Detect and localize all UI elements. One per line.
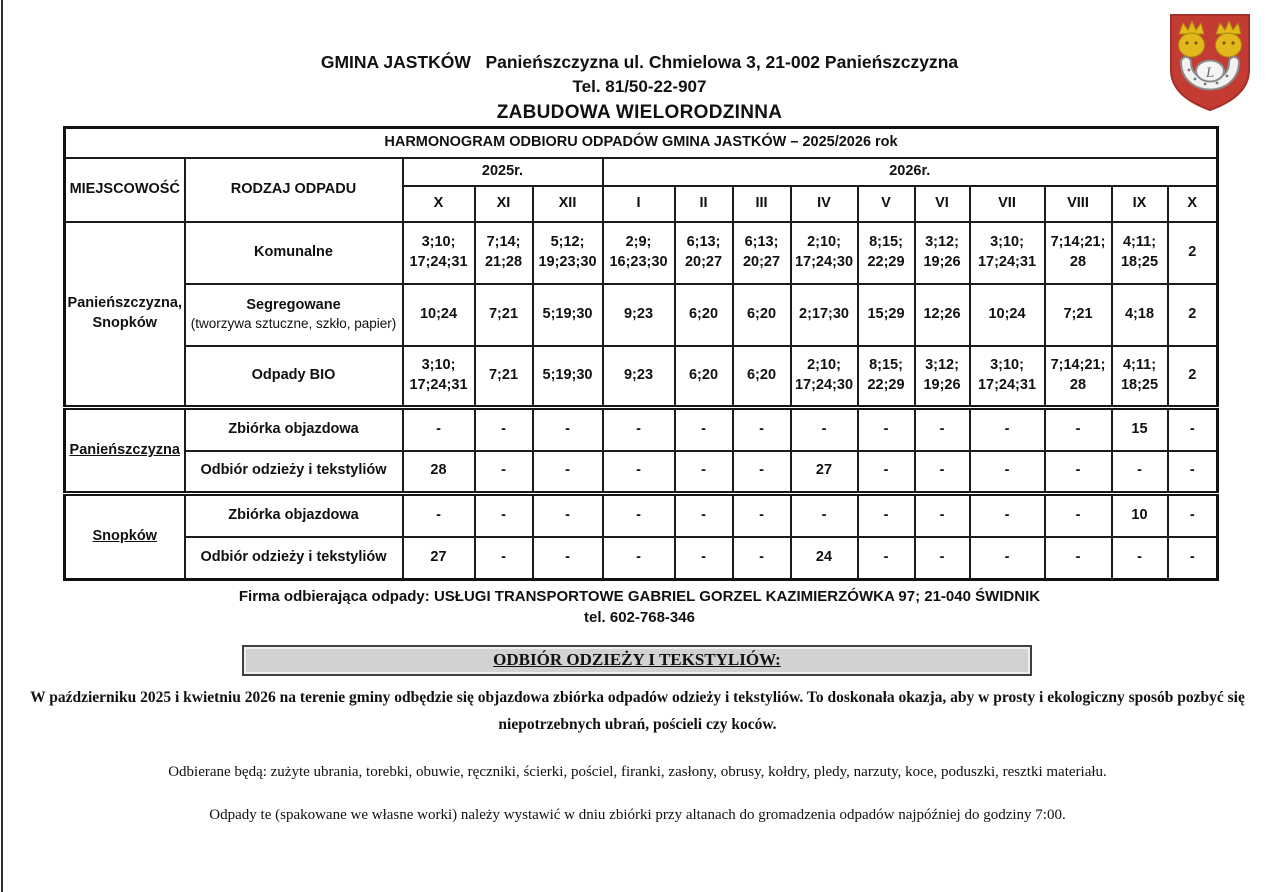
waste-type-cell: Komunalne — [185, 222, 403, 284]
schedule-cell: 6;20 — [733, 346, 791, 408]
schedule-cell: - — [475, 408, 533, 451]
leopard-head-left-icon — [1179, 33, 1205, 57]
coat-of-arms — [1167, 12, 1253, 114]
schedule-cell: 7;21 — [475, 284, 533, 346]
schedule-cell: 6;20 — [733, 284, 791, 346]
month-header: VIII — [1045, 186, 1112, 222]
horseshoe-nail-icon — [1188, 69, 1191, 72]
locality-cell: Panieńszczyzna — [65, 408, 185, 494]
schedule-cell: 4;11; 18;25 — [1112, 346, 1168, 408]
month-header: III — [733, 186, 791, 222]
schedule-cell: - — [533, 494, 603, 537]
schedule-cell: 6;20 — [675, 346, 733, 408]
schedule-cell: - — [858, 451, 915, 494]
textiles-info-paragraph: W październiku 2025 i kwietniu 2026 na terenie gminy odbędzie się objazdowa zbiórka odpadów odzieży i tekstyliów. To doskonała okazja, aby w prosty i ekologiczny sposób pozbyć się niepotrzebnych ubrań, pościeli czy koców. — [30, 689, 1245, 733]
schedule-cell: - — [533, 537, 603, 580]
header-building-type: ZABUDOWA WIELORODZINNA — [496, 102, 783, 123]
schedule-cell: - — [970, 408, 1045, 451]
schedule-cell: - — [733, 451, 791, 494]
schedule-cell: - — [403, 408, 475, 451]
schedule-cell: - — [915, 451, 970, 494]
schedule-cell: 2 — [1168, 284, 1218, 346]
schedule-table — [63, 126, 1219, 581]
horseshoe-nail-icon — [1226, 75, 1229, 78]
schedule-cell: - — [1045, 494, 1112, 537]
schedule-cell: 3;10; 17;24;31 — [403, 346, 475, 408]
header-address-line: GMINA JASTKÓW Panieńszczyzna ul. Chmielowa 3, 21-002 Panieńszczyzna — [320, 52, 959, 72]
schedule-cell: - — [915, 408, 970, 451]
schedule-cell: - — [533, 408, 603, 451]
table-row-komunalne — [65, 222, 1218, 284]
schedule-cell: 5;12; 19;23;30 — [533, 222, 603, 284]
textiles-section-header — [242, 645, 1032, 676]
leopard-eye-icon — [1194, 41, 1197, 44]
schedule-cell: 3;10; 17;24;31 — [970, 222, 1045, 284]
schedule-cell: - — [1045, 537, 1112, 580]
locality-cell: Snopków — [65, 494, 185, 580]
month-header: II — [675, 186, 733, 222]
schedule-cell: - — [1168, 494, 1218, 537]
schedule-cell: 3;10; 17;24;31 — [970, 346, 1045, 408]
year-header-2025: 2025r. — [403, 158, 603, 186]
scan-edge-line — [1, 0, 3, 892]
month-header: XII — [533, 186, 603, 222]
month-header: X — [403, 186, 475, 222]
month-header: VII — [970, 186, 1045, 222]
locality-cell: Panieńszczyzna, Snopków — [65, 222, 185, 408]
schedule-cell: - — [475, 537, 533, 580]
schedule-cell: - — [1112, 451, 1168, 494]
schedule-cell: 2;17;30 — [791, 284, 858, 346]
schedule-cell: - — [603, 494, 675, 537]
schedule-cell: 8;15; 22;29 — [858, 222, 915, 284]
schedule-cell: - — [475, 494, 533, 537]
schedule-cell: - — [603, 537, 675, 580]
schedule-cell: - — [970, 537, 1045, 580]
table-row-bio — [65, 346, 1218, 408]
schedule-cell: 9;23 — [603, 346, 675, 408]
schedule-cell: - — [533, 451, 603, 494]
schedule-cell: - — [1168, 408, 1218, 451]
schedule-cell: 2;10; 17;24;30 — [791, 222, 858, 284]
month-header: IX — [1112, 186, 1168, 222]
schedule-cell: - — [675, 451, 733, 494]
leopard-eye-icon — [1222, 41, 1225, 44]
coat-of-arms-svg — [1167, 12, 1253, 114]
schedule-cell: 2;10; 17;24;30 — [791, 346, 858, 408]
schedule-cell: 2 — [1168, 346, 1218, 408]
schedule-cell: 7;14;21; 28 — [1045, 346, 1112, 408]
waste-type-cell: Odpady BIO — [185, 346, 403, 408]
schedule-cell: - — [1045, 408, 1112, 451]
schedule-cell: 7;14; 21;28 — [475, 222, 533, 284]
schedule-cell: 24 — [791, 537, 858, 580]
month-header: I — [603, 186, 675, 222]
schedule-cell: 4;11; 18;25 — [1112, 222, 1168, 284]
table-title: HARMONOGRAM ODBIORU ODPADÓW GMINA JASTKÓW – 2025/2026 rok — [65, 128, 1218, 158]
month-header: IV — [791, 186, 858, 222]
schedule-cell: 10;24 — [970, 284, 1045, 346]
schedule-cell: 3;12; 19;26 — [915, 222, 970, 284]
schedule-cell: 2 — [1168, 222, 1218, 284]
schedule-cell: 3;12; 19;26 — [915, 346, 970, 408]
schedule-cell: - — [791, 408, 858, 451]
month-header: V — [858, 186, 915, 222]
schedule-cell: 9;23 — [603, 284, 675, 346]
document-header — [63, 0, 1216, 126]
schedule-cell: - — [475, 451, 533, 494]
schedule-cell: - — [970, 494, 1045, 537]
schedule-cell: 3;10; 17;24;31 — [403, 222, 475, 284]
month-header: VI — [915, 186, 970, 222]
schedule-cell: 15;29 — [858, 284, 915, 346]
waste-type-cell: Odbiór odzieży i tekstyliów — [185, 537, 403, 580]
monogram-letter: L — [1205, 65, 1215, 81]
waste-type-cell — [185, 284, 403, 346]
schedule-cell: 27 — [403, 537, 475, 580]
schedule-cell: - — [675, 408, 733, 451]
schedule-cell: - — [1045, 451, 1112, 494]
table-row-odziez-panienszczyzna — [65, 451, 1218, 494]
schedule-cell: 2;9; 16;23;30 — [603, 222, 675, 284]
schedule-cell: - — [858, 537, 915, 580]
schedule-cell: 5;19;30 — [533, 284, 603, 346]
schedule-cell: - — [733, 537, 791, 580]
collection-company-phone: tel. 602-768-346 — [584, 609, 695, 626]
schedule-cell: - — [970, 451, 1045, 494]
textiles-items-paragraph: Odbierane będą: zużyte ubrania, torebki, obuwie, ręczniki, ścierki, pościel, firanki, zasłony, obrusy, kołdry, pledy, narzuty, koce, poduszki, resztki materiału. — [168, 764, 1107, 780]
schedule-cell: 6;20 — [675, 284, 733, 346]
schedule-cell: - — [733, 494, 791, 537]
schedule-cell: - — [675, 494, 733, 537]
waste-type-subtitle: (tworzywa sztuczne, szkło, papier) — [190, 315, 397, 331]
month-header: X — [1168, 186, 1218, 222]
column-header-rodzaj-odpadu: RODZAJ ODPADU — [185, 158, 403, 222]
textiles-instructions-paragraph: Odpady te (spakowane we własne worki) należy wystawić w dniu zbiórki przy altanach do gromadzenia odpadów najpóźniej do godziny 7:00. — [209, 807, 1066, 823]
waste-type-name: Segregowane — [246, 297, 341, 314]
schedule-cell: - — [1168, 451, 1218, 494]
schedule-cell: - — [915, 494, 970, 537]
leopard-eye-icon — [1231, 41, 1234, 44]
schedule-cell: 10 — [1112, 494, 1168, 537]
schedule-cell: 15 — [1112, 408, 1168, 451]
waste-type-cell: Odbiór odzieży i tekstyliów — [185, 451, 403, 494]
schedule-cell: 12;26 — [915, 284, 970, 346]
schedule-cell: 5;19;30 — [533, 346, 603, 408]
schedule-cell: - — [733, 408, 791, 451]
horseshoe-nail-icon — [1194, 78, 1197, 81]
column-header-miejscowosc: MIEJSCOWOŚĆ — [65, 158, 185, 222]
schedule-cell: - — [403, 494, 475, 537]
schedule-cell: - — [1112, 537, 1168, 580]
horseshoe-nail-icon — [1216, 82, 1219, 85]
waste-type-cell: Zbiórka objazdowa — [185, 494, 403, 537]
schedule-cell: - — [915, 537, 970, 580]
horseshoe-nail-icon — [1204, 83, 1207, 86]
schedule-cell: 7;14;21; 28 — [1045, 222, 1112, 284]
collection-company-line: Firma odbierająca odpady: USŁUGI TRANSPORTOWE GABRIEL GORZEL KAZIMIERZÓWKA 97; 21-040 ŚWIDNIK — [238, 588, 1041, 605]
schedule-cell: - — [858, 408, 915, 451]
waste-type-cell: Zbiórka objazdowa — [185, 408, 403, 451]
year-header-2026: 2026r. — [603, 158, 1218, 186]
schedule-cell: - — [603, 451, 675, 494]
schedule-cell: 10;24 — [403, 284, 475, 346]
table-row-segregowane — [65, 284, 1218, 346]
schedule-cell: - — [1168, 537, 1218, 580]
schedule-cell: 7;21 — [475, 346, 533, 408]
textiles-section-title: ODBIÓR ODZIEŻY I TEKSTYLIÓW: — [493, 650, 781, 669]
table-row-odziez-snopkow — [65, 537, 1218, 580]
month-header: XI — [475, 186, 533, 222]
schedule-cell: 8;15; 22;29 — [858, 346, 915, 408]
schedule-cell: - — [791, 494, 858, 537]
schedule-cell: - — [603, 408, 675, 451]
collection-company-block — [63, 581, 1216, 628]
schedule-cell: - — [858, 494, 915, 537]
leopard-head-right-icon — [1216, 33, 1242, 57]
schedule-cell: 28 — [403, 451, 475, 494]
header-phone-line: Tel. 81/50-22-907 — [572, 77, 707, 96]
table-row-zbiorka-panienszczyzna — [65, 408, 1218, 451]
schedule-cell: 4;18 — [1112, 284, 1168, 346]
schedule-cell: 7;21 — [1045, 284, 1112, 346]
schedule-cell: 27 — [791, 451, 858, 494]
schedule-cell: - — [675, 537, 733, 580]
schedule-cell: 6;13; 20;27 — [733, 222, 791, 284]
table-row-zbiorka-snopkow — [65, 494, 1218, 537]
schedule-cell: 6;13; 20;27 — [675, 222, 733, 284]
leopard-eye-icon — [1185, 41, 1188, 44]
